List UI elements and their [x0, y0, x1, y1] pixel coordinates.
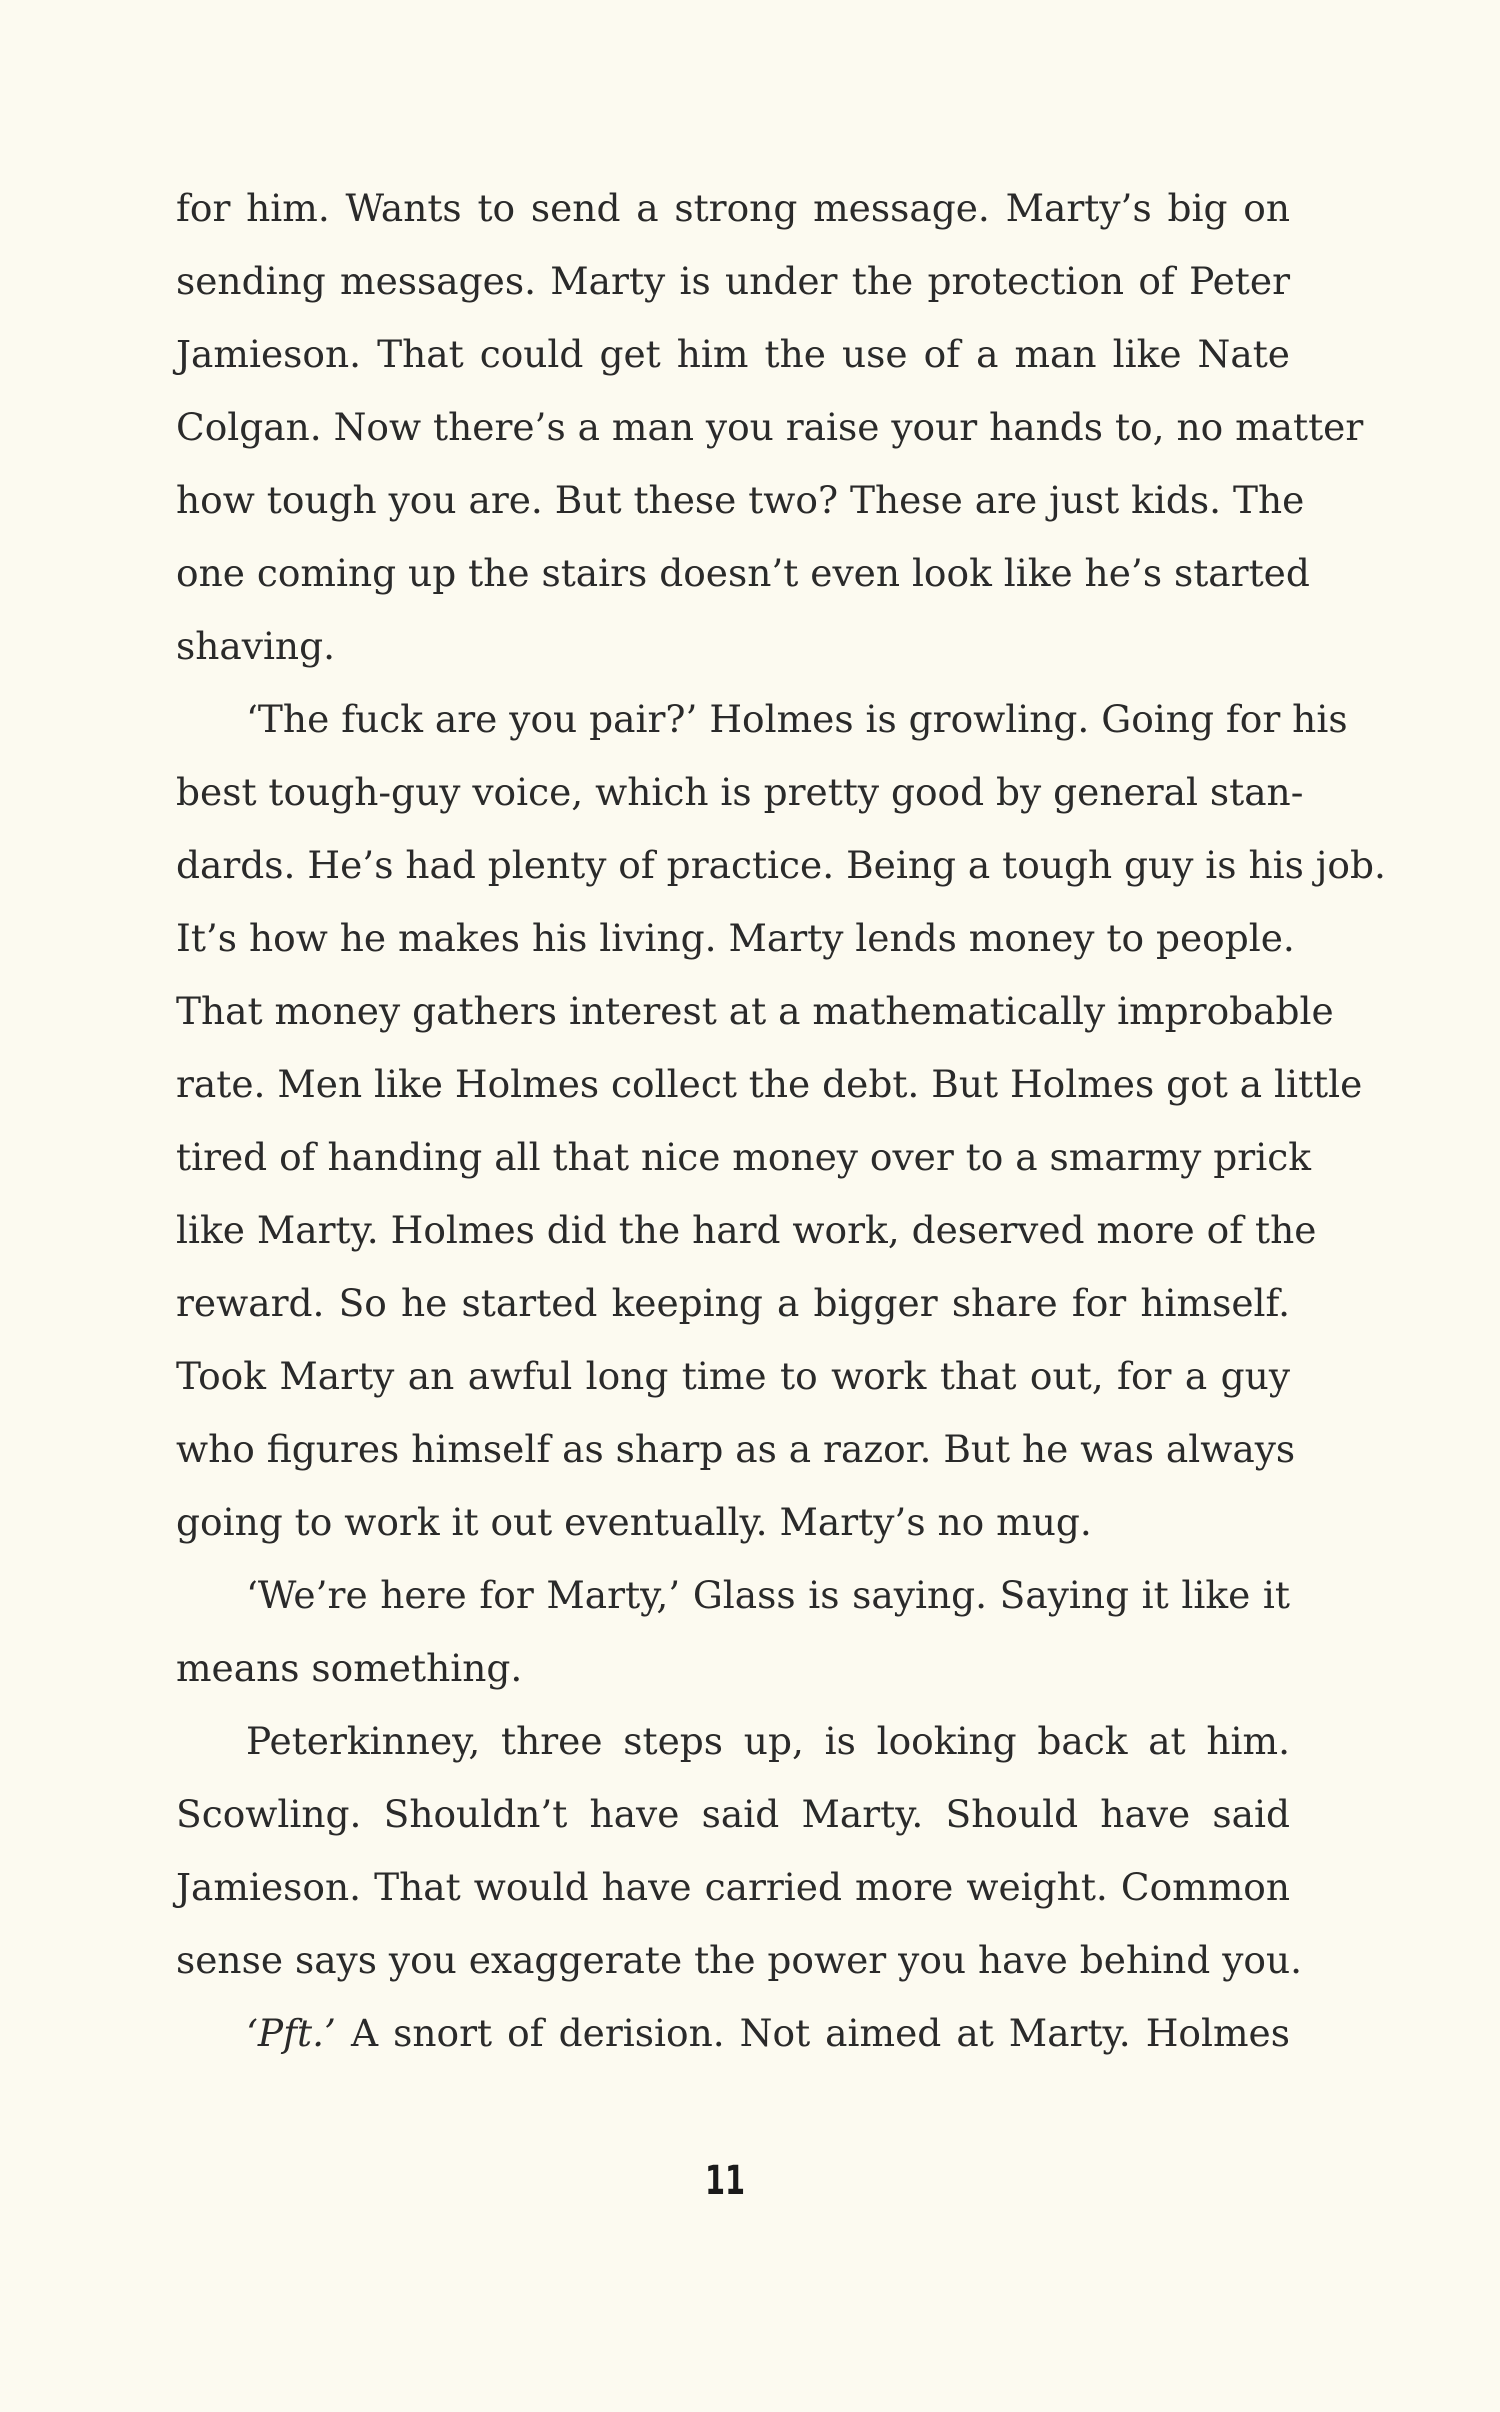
text-line: sense says you exaggerate the power you have behind you. [176, 1938, 1303, 1982]
text-line-remainder: A snort of derision. Not aimed at Marty. Holmes [351, 2011, 1290, 2055]
text-line: shaving. [176, 624, 336, 668]
paragraph-start-line: ‘The fuck are you pair?’ Holmes is growling. Going for his [246, 697, 1348, 741]
text-line: reward. So he started keeping a bigger share for himself. [176, 1281, 1290, 1325]
body-text [176, 172, 1386, 2070]
text-line: Jamieson. That could get him the use of a man like Nate [176, 332, 1290, 376]
paragraph-start-line: ‘We’re here for Marty,’ Glass is saying. Saying it like it [246, 1573, 1290, 1617]
text-line: Colgan. Now there’s a man you raise your hands to, no matter [176, 405, 1364, 449]
paragraph-start-line: Peterkinney, three steps up, is looking back at him. [246, 1719, 1290, 1763]
text-line: Scowling. Shouldn’t have said Marty. Should have said [176, 1792, 1290, 1836]
text-line: It’s how he makes his living. Marty lends money to people. [176, 916, 1295, 960]
text-line: dards. He’s had plenty of practice. Being a tough guy is his job. [176, 843, 1386, 887]
text-line: like Marty. Holmes did the hard work, deserved more of the [176, 1208, 1317, 1252]
paragraph-start-line [176, 1997, 1290, 2070]
text-line: best tough-guy voice, which is pretty good by general stan- [176, 770, 1304, 814]
page-number: 11 [704, 2158, 746, 2204]
text-line: who figures himself as sharp as a razor. But he was always [176, 1427, 1296, 1471]
text-line: for him. Wants to send a strong message. Marty’s big on [176, 186, 1290, 230]
text-line: Jamieson. That would have carried more weight. Common [176, 1865, 1290, 1909]
text-line: sending messages. Marty is under the protection of Peter [176, 259, 1290, 303]
text-line: tired of handing all that nice money over to a smarmy prick [176, 1135, 1311, 1179]
text-line: Took Marty an awful long time to work that out, for a guy [176, 1354, 1290, 1398]
text-line: how tough you are. But these two? These are just kids. The [176, 478, 1305, 522]
italic-exclamation: ‘Pft.’ [246, 2011, 336, 2055]
text-line: rate. Men like Holmes collect the debt. But Holmes got a little [176, 1062, 1363, 1106]
text-line: means something. [176, 1646, 523, 1690]
text-line: one coming up the stairs doesn’t even look like he’s started [176, 551, 1310, 595]
text-line: That money gathers interest at a mathematically improbable [176, 989, 1334, 1033]
text-line: going to work it out eventually. Marty’s no mug. [176, 1500, 1092, 1544]
